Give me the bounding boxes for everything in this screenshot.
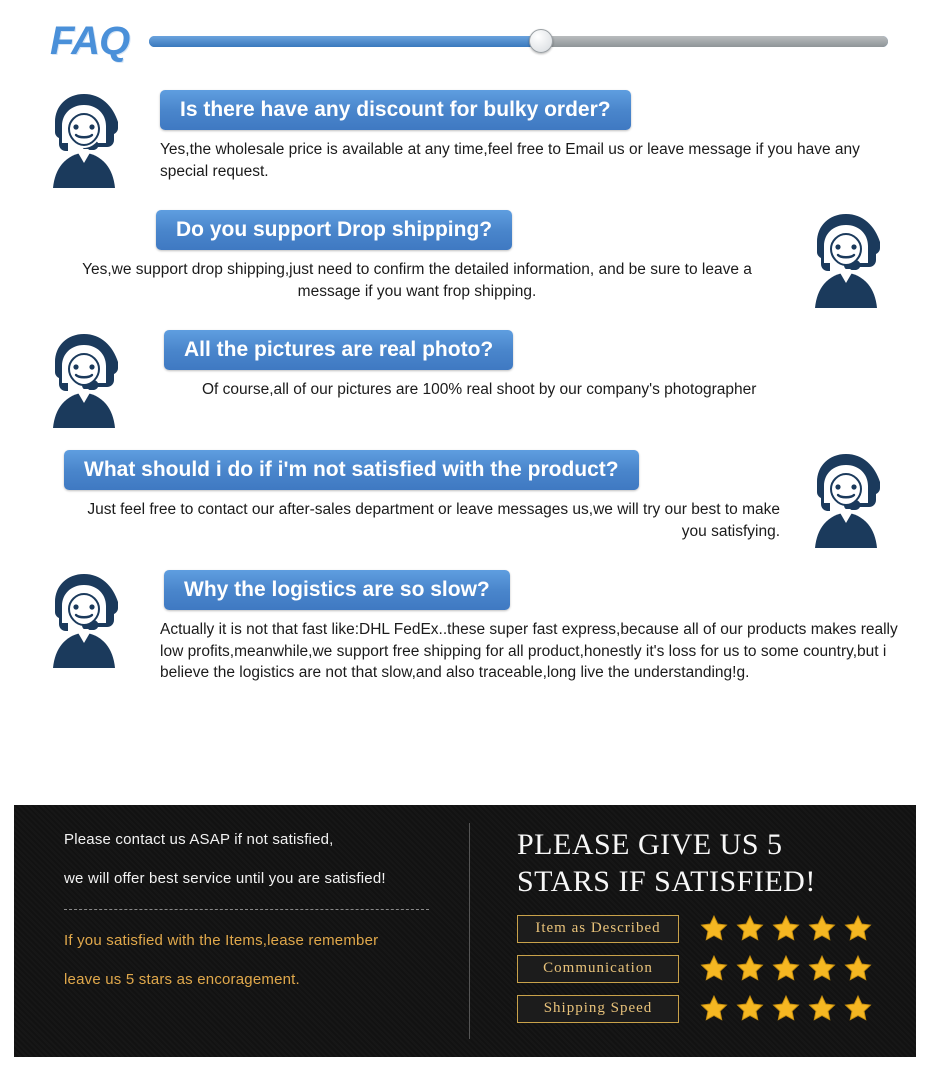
faq-item — [0, 202, 930, 316]
star-icon — [843, 914, 873, 943]
footer-vertical-divider — [469, 823, 470, 1039]
faq-question[interactable]: Do you support Drop shipping? — [156, 210, 512, 250]
faq-content — [26, 442, 788, 542]
footer-request-line-2: leave us 5 stars as encoragement. — [64, 971, 300, 988]
rating-label-shipping-speed: Shipping Speed — [517, 995, 679, 1023]
faq-question[interactable]: Why the logistics are so slow? — [164, 570, 510, 610]
slider-remainder — [541, 36, 888, 47]
support-agent-avatar — [788, 202, 904, 316]
footer-panel — [14, 805, 916, 1057]
footer-right — [469, 805, 916, 1057]
star-icon — [699, 954, 729, 983]
footer-left — [14, 805, 469, 1057]
faq-question[interactable]: All the pictures are real photo? — [164, 330, 513, 370]
star-icon — [807, 914, 837, 943]
rating-label-item-as-described: Item as Described — [517, 915, 679, 943]
star-icon — [771, 994, 801, 1023]
footer-headline — [517, 827, 896, 900]
star-icon — [807, 954, 837, 983]
decorative-slider[interactable] — [149, 30, 888, 52]
footer-divider — [64, 909, 429, 910]
faq-item — [0, 562, 930, 684]
faq-list — [0, 82, 930, 684]
faq-item — [0, 322, 930, 436]
footer-headline-line-2: STARS IF SATISFIED! — [517, 864, 816, 898]
support-agent-avatar — [26, 322, 142, 436]
faq-header — [0, 0, 930, 82]
footer-headline-line-1: PLEASE GIVE US 5 — [517, 828, 783, 861]
slider-filled — [149, 36, 541, 47]
faq-answer: Yes,the wholesale price is available at any time,feel free to Email us or leave message if you have any special request. — [160, 141, 860, 180]
rating-row — [517, 954, 896, 983]
star-icon — [843, 994, 873, 1023]
rating-label-communication: Communication — [517, 955, 679, 983]
star-icon — [735, 954, 765, 983]
rating-stars — [699, 954, 873, 983]
rating-row — [517, 914, 896, 943]
faq-content — [142, 562, 904, 684]
star-icon — [771, 954, 801, 983]
star-icon — [699, 914, 729, 943]
rating-stars — [699, 914, 873, 943]
faq-answer: Of course,all of our pictures are 100% real shoot by our company's photographer — [202, 381, 757, 399]
footer-request-line-1: If you satisfied with the Items,lease remember — [64, 932, 379, 949]
star-icon — [699, 994, 729, 1023]
slider-track — [149, 36, 888, 47]
faq-question[interactable]: What should i do if i'm not satisfied with the product? — [64, 450, 639, 490]
faq-content — [26, 202, 788, 302]
star-icon — [843, 954, 873, 983]
faq-content — [142, 82, 904, 182]
star-icon — [771, 914, 801, 943]
star-icon — [807, 994, 837, 1023]
footer-contact-line-1: Please contact us ASAP if not satisfied, — [64, 831, 334, 848]
star-icon — [735, 914, 765, 943]
rating-stars — [699, 994, 873, 1023]
slider-thumb[interactable] — [529, 29, 553, 53]
faq-answer: Actually it is not that fast like:DHL FedEx..these super fast express,because all of our products makes really low profits,meanwhile,we support free shipping for all product,honestly it's loss for us to some country,but i believe the logistics are not that slow,and also traceable,long live the understanding!g. — [160, 621, 898, 682]
page-title: FAQ — [50, 19, 130, 63]
faq-item — [0, 82, 930, 196]
support-agent-avatar — [788, 442, 904, 556]
footer-contact-line-2: we will offer best service until you are satisfied! — [64, 870, 386, 887]
support-agent-avatar — [26, 562, 142, 676]
faq-answer: Yes,we support drop shipping,just need to confirm the detailed information, and be sure to leave a message if you want frop shipping. — [82, 261, 752, 300]
faq-content — [142, 322, 904, 401]
star-icon — [735, 994, 765, 1023]
faq-question[interactable]: Is there have any discount for bulky order? — [160, 90, 631, 130]
support-agent-avatar — [26, 82, 142, 196]
rating-row — [517, 994, 896, 1023]
faq-item — [0, 442, 930, 556]
faq-answer: Just feel free to contact our after-sales department or leave messages us,we will try our best to make you satisfying. — [87, 501, 780, 540]
